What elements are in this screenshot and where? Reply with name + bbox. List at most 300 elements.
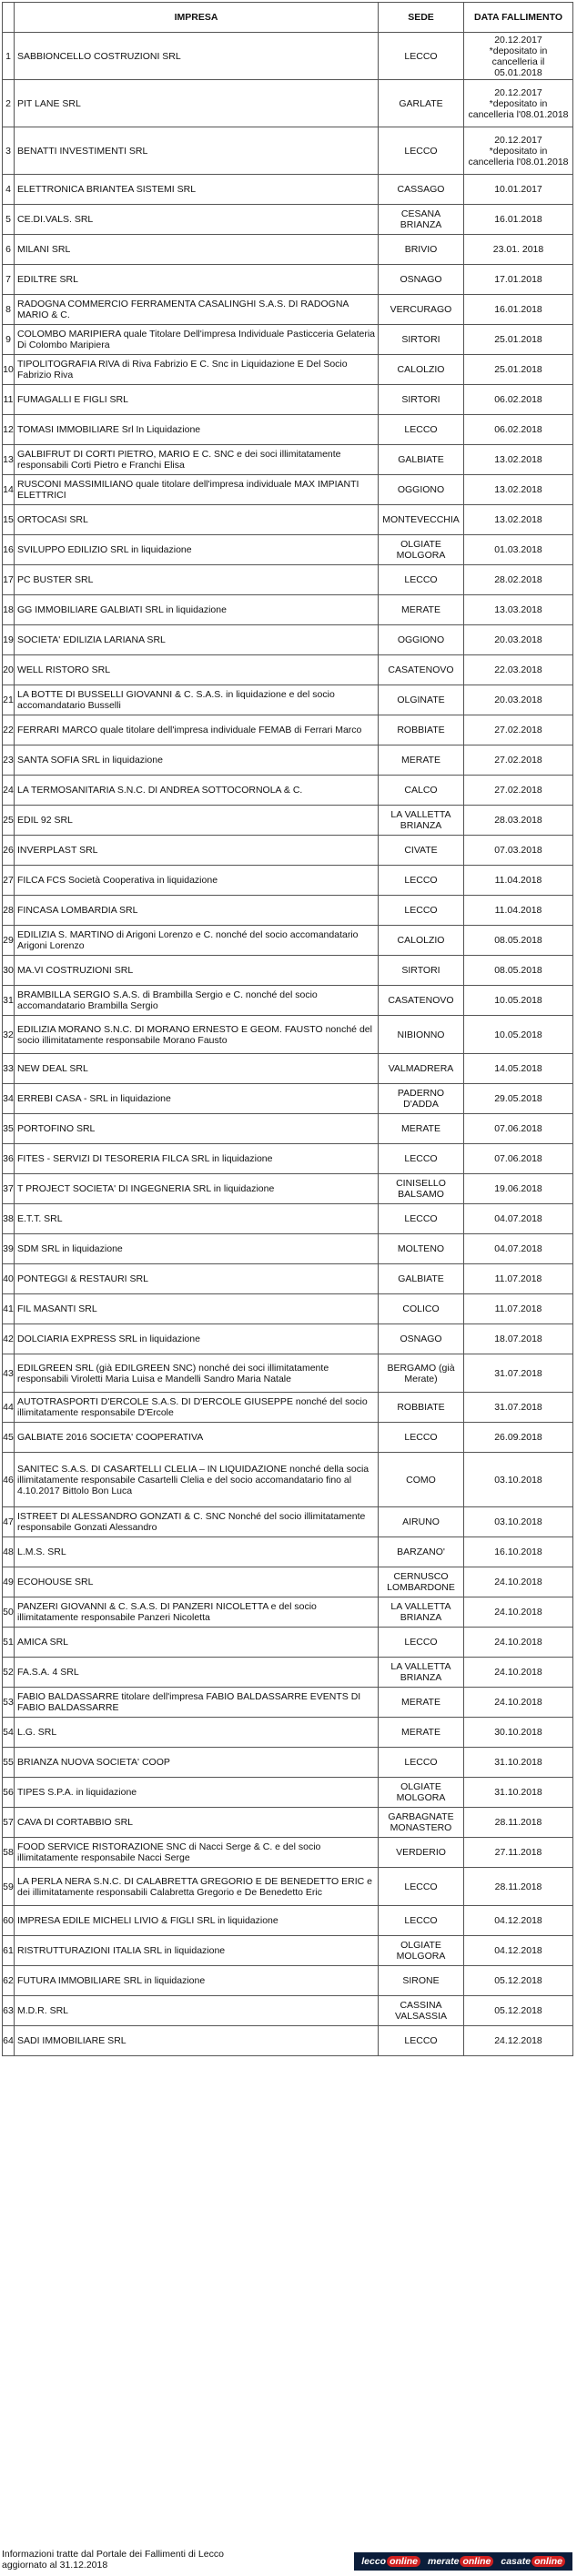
header-sede: SEDE	[379, 3, 464, 33]
data-fallimento-cell: 24.10.2018	[464, 1597, 573, 1628]
row-number: 10	[3, 355, 15, 385]
sede-cell: SIRTORI	[379, 385, 464, 415]
data-fallimento-cell: 31.07.2018	[464, 1354, 573, 1393]
row-number: 31	[3, 986, 15, 1016]
impresa-cell: AUTOTRASPORTI D'ERCOLE S.A.S. DI D'ERCOLE GIUSEPPE nonché del socio illimitatamente responsabile D'Ercole	[15, 1393, 379, 1423]
table-row	[3, 535, 573, 565]
row-number: 45	[3, 1423, 15, 1453]
sede-cell: OLGIATE MOLGORA	[379, 1936, 464, 1966]
sede-cell: OSNAGO	[379, 1324, 464, 1354]
row-number: 46	[3, 1453, 15, 1507]
impresa-cell: MA.VI COSTRUZIONI SRL	[15, 956, 379, 986]
table-row	[3, 776, 573, 806]
data-fallimento-cell: 23.01. 2018	[464, 235, 573, 265]
table-row	[3, 325, 573, 355]
row-number: 30	[3, 956, 15, 986]
impresa-cell: EDILIZIA S. MARTINO di Arigoni Lorenzo e C. nonché del socio accomandatario Arigoni Lorenzo	[15, 926, 379, 956]
sede-cell: MERATE	[379, 745, 464, 776]
row-number: 54	[3, 1718, 15, 1748]
row-number: 57	[3, 1808, 15, 1838]
data-fallimento-cell: 01.03.2018	[464, 535, 573, 565]
merate-online-logo	[428, 2556, 493, 2567]
impresa-cell: ISTREET DI ALESSANDRO GONZATI & C. SNC Nonché del socio illimitatamente responsabile Gonzati Alessandro	[15, 1507, 379, 1537]
impresa-cell: FILCA FCS Società Cooperativa in liquidazione	[15, 866, 379, 896]
impresa-cell: FA.S.A. 4 SRL	[15, 1658, 379, 1688]
impresa-cell: SVILUPPO EDILIZIO SRL in liquidazione	[15, 535, 379, 565]
impresa-cell: MILANI SRL	[15, 235, 379, 265]
sede-cell: NIBIONNO	[379, 1016, 464, 1054]
table-row	[3, 1016, 573, 1054]
data-fallimento-cell: 16.01.2018	[464, 295, 573, 325]
table-row	[3, 1966, 573, 1996]
impresa-cell: RISTRUTTURAZIONI ITALIA SRL in liquidazione	[15, 1936, 379, 1966]
table-row	[3, 1174, 573, 1204]
table-row	[3, 956, 573, 986]
row-number: 38	[3, 1204, 15, 1234]
impresa-cell: FINCASA LOMBARDIA SRL	[15, 896, 379, 926]
row-number: 17	[3, 565, 15, 595]
impresa-cell: COLOMBO MARIPIERA quale Titolare Dell'impresa Individuale Pasticceria Gelateria Di Colombo Maripiera	[15, 325, 379, 355]
data-fallimento-cell: 20.03.2018	[464, 625, 573, 655]
data-fallimento-cell: 20.03.2018	[464, 685, 573, 715]
impresa-cell: FUTURA IMMOBILIARE SRL in liquidazione	[15, 1966, 379, 1996]
impresa-cell: AMICA SRL	[15, 1628, 379, 1658]
data-fallimento-cell: 04.07.2018	[464, 1204, 573, 1234]
impresa-cell: DOLCIARIA EXPRESS SRL in liquidazione	[15, 1324, 379, 1354]
sede-cell: BRIVIO	[379, 235, 464, 265]
row-number: 39	[3, 1234, 15, 1264]
impresa-cell: PIT LANE SRL	[15, 80, 379, 127]
sede-cell: LECCO	[379, 1423, 464, 1453]
sede-cell: LECCO	[379, 33, 464, 80]
sede-cell: LECCO	[379, 127, 464, 175]
sede-cell: CERNUSCO LOMBARDONE	[379, 1567, 464, 1597]
impresa-cell: INVERPLAST SRL	[15, 836, 379, 866]
sede-cell: CASATENOVO	[379, 655, 464, 685]
partner-logos	[354, 2552, 572, 2571]
table-row	[3, 1597, 573, 1628]
table-row	[3, 1264, 573, 1294]
impresa-cell: ECOHOUSE SRL	[15, 1567, 379, 1597]
impresa-cell: ELETTRONICA BRIANTEA SISTEMI SRL	[15, 175, 379, 205]
impresa-cell: TOMASI IMMOBILIARE Srl In Liquidazione	[15, 415, 379, 445]
row-number: 36	[3, 1144, 15, 1174]
data-fallimento-cell: 13.02.2018	[464, 445, 573, 475]
row-number: 5	[3, 205, 15, 235]
table-row	[3, 1718, 573, 1748]
row-number: 18	[3, 595, 15, 625]
table-row	[3, 1453, 573, 1507]
sede-cell: OSNAGO	[379, 265, 464, 295]
sede-cell: CASATENOVO	[379, 986, 464, 1016]
sede-cell: SIRONE	[379, 1966, 464, 1996]
row-number: 40	[3, 1264, 15, 1294]
lecco-online-logo	[361, 2556, 420, 2567]
data-fallimento-cell: 14.05.2018	[464, 1054, 573, 1084]
impresa-cell: IMPRESA EDILE MICHELI LIVIO & FIGLI SRL in liquidazione	[15, 1906, 379, 1936]
row-number: 3	[3, 127, 15, 175]
row-number: 56	[3, 1778, 15, 1808]
table-row	[3, 625, 573, 655]
impresa-cell: FIL MASANTI SRL	[15, 1294, 379, 1324]
data-fallimento-cell: 27.02.2018	[464, 715, 573, 745]
table-row	[3, 1204, 573, 1234]
data-fallimento-cell: 08.05.2018	[464, 926, 573, 956]
row-number: 35	[3, 1114, 15, 1144]
table-row	[3, 2026, 573, 2056]
impresa-cell: FUMAGALLI E FIGLI SRL	[15, 385, 379, 415]
impresa-cell: TIPOLITOGRAFIA RIVA di Riva Fabrizio E C. Snc in Liquidazione E Del Socio Fabrizio Riva	[15, 355, 379, 385]
data-fallimento-cell: 05.12.2018	[464, 1966, 573, 1996]
row-number: 41	[3, 1294, 15, 1324]
sede-cell: MOLTENO	[379, 1234, 464, 1264]
impresa-cell: FITES - SERVIZI DI TESORERIA FILCA SRL in liquidazione	[15, 1144, 379, 1174]
sede-cell: LECCO	[379, 1204, 464, 1234]
row-number: 20	[3, 655, 15, 685]
impresa-cell: SABBIONCELLO COSTRUZIONI SRL	[15, 33, 379, 80]
table-body	[3, 33, 573, 2056]
row-number: 43	[3, 1354, 15, 1393]
sede-cell: VERCURAGO	[379, 295, 464, 325]
impresa-cell: PANZERI GIOVANNI & C. S.A.S. DI PANZERI NICOLETTA e del socio illimitatamente responsabile Panzeri Nicoletta	[15, 1597, 379, 1628]
table-row	[3, 445, 573, 475]
sede-cell: LECCO	[379, 2026, 464, 2056]
table-row	[3, 505, 573, 535]
data-fallimento-cell: 24.10.2018	[464, 1688, 573, 1718]
sede-cell: LECCO	[379, 1628, 464, 1658]
row-number: 58	[3, 1838, 15, 1868]
table-row	[3, 1393, 573, 1423]
data-fallimento-cell: 11.04.2018	[464, 866, 573, 896]
sede-cell: LECCO	[379, 565, 464, 595]
impresa-cell: E.T.T. SRL	[15, 1204, 379, 1234]
impresa-cell: FABIO BALDASSARRE titolare dell'impresa FABIO BALDASSARRE EVENTS DI FABIO BALDASSARRE	[15, 1688, 379, 1718]
row-number: 61	[3, 1936, 15, 1966]
data-fallimento-cell: 04.12.2018	[464, 1936, 573, 1966]
data-fallimento-cell: 03.10.2018	[464, 1507, 573, 1537]
sede-cell: OLGIATE MOLGORA	[379, 535, 464, 565]
impresa-cell: WELL RISTORO SRL	[15, 655, 379, 685]
table-row	[3, 1294, 573, 1324]
impresa-cell: EDILGREEN SRL (già EDILGREEN SNC) nonché dei soci illimitatamente responsabili Viroletti Maria Luisa e Mandelli Sandro Maria Natale	[15, 1354, 379, 1393]
row-number: 48	[3, 1537, 15, 1567]
sede-cell: GALBIATE	[379, 1264, 464, 1294]
sede-cell: GARBAGNATE MONASTERO	[379, 1808, 464, 1838]
sede-cell: AIRUNO	[379, 1507, 464, 1537]
table-row	[3, 715, 573, 745]
data-fallimento-cell: 16.10.2018	[464, 1537, 573, 1567]
sede-cell: CIVATE	[379, 836, 464, 866]
impresa-cell: SOCIETA' EDILIZIA LARIANA SRL	[15, 625, 379, 655]
row-number: 49	[3, 1567, 15, 1597]
sede-cell: CASSAGO	[379, 175, 464, 205]
header-impresa: IMPRESA	[15, 3, 379, 33]
impresa-cell: LA BOTTE DI BUSSELLI GIOVANNI & C. S.A.S. in liquidazione e del socio accomandatario Busselli	[15, 685, 379, 715]
impresa-cell: PC BUSTER SRL	[15, 565, 379, 595]
sede-cell: COMO	[379, 1453, 464, 1507]
bankruptcy-table	[2, 2, 573, 2056]
sede-cell: PADERNO D'ADDA	[379, 1084, 464, 1114]
row-number: 51	[3, 1628, 15, 1658]
table-row	[3, 1658, 573, 1688]
table-row	[3, 836, 573, 866]
sede-cell: LECCO	[379, 1748, 464, 1778]
sede-cell: LA VALLETTA BRIANZA	[379, 1658, 464, 1688]
data-fallimento-cell: 20.12.2017 *depositato in cancelleria il 05.01.2018	[464, 33, 573, 80]
data-fallimento-cell: 28.11.2018	[464, 1808, 573, 1838]
logo-name: lecco	[361, 2556, 387, 2567]
data-fallimento-cell: 07.06.2018	[464, 1114, 573, 1144]
sede-cell: SIRTORI	[379, 325, 464, 355]
data-fallimento-cell: 04.12.2018	[464, 1906, 573, 1936]
data-fallimento-cell: 04.07.2018	[464, 1234, 573, 1264]
table-row	[3, 1748, 573, 1778]
footer	[2, 2546, 572, 2575]
impresa-cell: ORTOCASI SRL	[15, 505, 379, 535]
sede-cell: LECCO	[379, 1144, 464, 1174]
header-number	[3, 3, 15, 33]
row-number: 14	[3, 475, 15, 505]
table-row	[3, 355, 573, 385]
impresa-cell: ERREBI CASA - SRL in liquidazione	[15, 1084, 379, 1114]
table-row	[3, 685, 573, 715]
sede-cell: GALBIATE	[379, 445, 464, 475]
sede-cell: MERATE	[379, 595, 464, 625]
row-number: 15	[3, 505, 15, 535]
impresa-cell: L.M.S. SRL	[15, 1537, 379, 1567]
source-note	[2, 2549, 224, 2571]
impresa-cell: NEW DEAL SRL	[15, 1054, 379, 1084]
table-row	[3, 175, 573, 205]
data-fallimento-cell: 05.12.2018	[464, 1996, 573, 2026]
row-number: 42	[3, 1324, 15, 1354]
data-fallimento-cell: 19.06.2018	[464, 1174, 573, 1204]
logo-suffix: online	[531, 2556, 565, 2567]
sede-cell: CALOLZIO	[379, 355, 464, 385]
source-note-line-2: aggiornato al 31.12.2018	[2, 2560, 108, 2571]
table-row	[3, 896, 573, 926]
table-row	[3, 127, 573, 175]
sede-cell: CESANA BRIANZA	[379, 205, 464, 235]
data-fallimento-cell: 10.01.2017	[464, 175, 573, 205]
impresa-cell: PORTOFINO SRL	[15, 1114, 379, 1144]
impresa-cell: CE.DI.VALS. SRL	[15, 205, 379, 235]
row-number: 34	[3, 1084, 15, 1114]
row-number: 59	[3, 1868, 15, 1906]
data-fallimento-cell: 16.01.2018	[464, 205, 573, 235]
table-row	[3, 1354, 573, 1393]
logo-name: casate	[501, 2556, 531, 2567]
row-number: 62	[3, 1966, 15, 1996]
sede-cell: MERATE	[379, 1688, 464, 1718]
impresa-cell: EDIL 92 SRL	[15, 806, 379, 836]
impresa-cell: LA PERLA NERA S.N.C. DI CALABRETTA GREGORIO E DE BENEDETTO ERIC e dei illimitatamente responsabili Calabretta Gregorio e De Benedetto Eric	[15, 1868, 379, 1906]
impresa-cell: LA TERMOSANITARIA S.N.C. DI ANDREA SOTTOCORNOLA & C.	[15, 776, 379, 806]
data-fallimento-cell: 11.07.2018	[464, 1294, 573, 1324]
sede-cell: LA VALLETTA BRIANZA	[379, 1597, 464, 1628]
row-number: 63	[3, 1996, 15, 2026]
row-number: 60	[3, 1906, 15, 1936]
impresa-cell: FOOD SERVICE RISTORAZIONE SNC di Nacci Serge & C. e del socio illimitatamente responsabile Nacci Serge	[15, 1838, 379, 1868]
table-row	[3, 235, 573, 265]
data-fallimento-cell: 31.10.2018	[464, 1778, 573, 1808]
impresa-cell: L.G. SRL	[15, 1718, 379, 1748]
table-row	[3, 1838, 573, 1868]
row-number: 11	[3, 385, 15, 415]
data-fallimento-cell: 13.03.2018	[464, 595, 573, 625]
row-number: 27	[3, 866, 15, 896]
sede-cell: BERGAMO (già Merate)	[379, 1354, 464, 1393]
row-number: 16	[3, 535, 15, 565]
sede-cell: COLICO	[379, 1294, 464, 1324]
header-data-fallimento: DATA FALLIMENTO	[464, 3, 573, 33]
data-fallimento-cell: 27.11.2018	[464, 1838, 573, 1868]
data-fallimento-cell: 07.06.2018	[464, 1144, 573, 1174]
table-row	[3, 475, 573, 505]
table-row	[3, 1537, 573, 1567]
data-fallimento-cell: 24.10.2018	[464, 1628, 573, 1658]
data-fallimento-cell: 06.02.2018	[464, 415, 573, 445]
impresa-cell: T PROJECT SOCIETA' DI INGEGNERIA SRL in liquidazione	[15, 1174, 379, 1204]
table-row	[3, 265, 573, 295]
table-row	[3, 1688, 573, 1718]
row-number: 55	[3, 1748, 15, 1778]
row-number: 21	[3, 685, 15, 715]
row-number: 32	[3, 1016, 15, 1054]
table-row	[3, 1507, 573, 1537]
impresa-cell: GG IMMOBILIARE GALBIATI SRL in liquidazione	[15, 595, 379, 625]
table-row	[3, 1778, 573, 1808]
data-fallimento-cell: 27.02.2018	[464, 776, 573, 806]
table-row	[3, 1054, 573, 1084]
row-number: 47	[3, 1507, 15, 1537]
sede-cell: OGGIONO	[379, 625, 464, 655]
sede-cell: LECCO	[379, 1868, 464, 1906]
data-fallimento-cell: 27.02.2018	[464, 745, 573, 776]
table-row	[3, 1084, 573, 1114]
table-row	[3, 1936, 573, 1966]
table-row	[3, 415, 573, 445]
table-row	[3, 295, 573, 325]
data-fallimento-cell: 25.01.2018	[464, 355, 573, 385]
row-number: 6	[3, 235, 15, 265]
table-row	[3, 866, 573, 896]
row-number: 1	[3, 33, 15, 80]
row-number: 9	[3, 325, 15, 355]
impresa-cell: TIPES S.P.A. in liquidazione	[15, 1778, 379, 1808]
impresa-cell: SADI IMMOBILIARE SRL	[15, 2026, 379, 2056]
impresa-cell: M.D.R. SRL	[15, 1996, 379, 2026]
impresa-cell: FERRARI MARCO quale titolare dell'impresa individuale FEMAB di Ferrari Marco	[15, 715, 379, 745]
row-number: 29	[3, 926, 15, 956]
data-fallimento-cell: 13.02.2018	[464, 505, 573, 535]
sede-cell: MERATE	[379, 1718, 464, 1748]
sede-cell: LECCO	[379, 866, 464, 896]
sede-cell: CINISELLO BALSAMO	[379, 1174, 464, 1204]
table-row	[3, 745, 573, 776]
row-number: 33	[3, 1054, 15, 1084]
table-row	[3, 1144, 573, 1174]
impresa-cell: BRIANZA NUOVA SOCIETA' COOP	[15, 1748, 379, 1778]
table-header-row	[3, 3, 573, 33]
table-row	[3, 33, 573, 80]
table-row	[3, 1868, 573, 1906]
impresa-cell: RUSCONI MASSIMILIANO quale titolare dell'impresa individuale MAX IMPIANTI ELETTRICI	[15, 475, 379, 505]
data-fallimento-cell: 17.01.2018	[464, 265, 573, 295]
data-fallimento-cell: 20.12.2017 *depositato in cancelleria l'08.01.2018	[464, 80, 573, 127]
row-number: 53	[3, 1688, 15, 1718]
impresa-cell: EDILTRE SRL	[15, 265, 379, 295]
data-fallimento-cell: 24.10.2018	[464, 1567, 573, 1597]
data-fallimento-cell: 28.11.2018	[464, 1868, 573, 1906]
logo-suffix: online	[460, 2556, 493, 2567]
impresa-cell: GALBIATE 2016 SOCIETA' COOPERATIVA	[15, 1423, 379, 1453]
impresa-cell: RADOGNA COMMERCIO FERRAMENTA CASALINGHI S.A.S. DI RADOGNA MARIO & C.	[15, 295, 379, 325]
data-fallimento-cell: 31.07.2018	[464, 1393, 573, 1423]
row-number: 24	[3, 776, 15, 806]
row-number: 4	[3, 175, 15, 205]
table-row	[3, 806, 573, 836]
sede-cell: LECCO	[379, 1906, 464, 1936]
data-fallimento-cell: 07.03.2018	[464, 836, 573, 866]
sede-cell: ROBBIATE	[379, 715, 464, 745]
impresa-cell: PONTEGGI & RESTAURI SRL	[15, 1264, 379, 1294]
data-fallimento-cell: 13.02.2018	[464, 475, 573, 505]
sede-cell: LA VALLETTA BRIANZA	[379, 806, 464, 836]
data-fallimento-cell: 22.03.2018	[464, 655, 573, 685]
row-number: 2	[3, 80, 15, 127]
data-fallimento-cell: 06.02.2018	[464, 385, 573, 415]
sede-cell: VALMADRERA	[379, 1054, 464, 1084]
impresa-cell: BENATTI INVESTIMENTI SRL	[15, 127, 379, 175]
table-row	[3, 1906, 573, 1936]
table-row	[3, 385, 573, 415]
sede-cell: CALOLZIO	[379, 926, 464, 956]
sede-cell: LECCO	[379, 896, 464, 926]
row-number: 8	[3, 295, 15, 325]
sede-cell: GARLATE	[379, 80, 464, 127]
sede-cell: OGGIONO	[379, 475, 464, 505]
impresa-cell: GALBIFRUT DI CORTI PIETRO, MARIO E C. SNC e dei soci illimitatamente responsabili Corti Pietro e Franchi Elisa	[15, 445, 379, 475]
table-row	[3, 205, 573, 235]
data-fallimento-cell: 30.10.2018	[464, 1718, 573, 1748]
table-row	[3, 1567, 573, 1597]
impresa-cell: SANTA SOFIA SRL in liquidazione	[15, 745, 379, 776]
row-number: 28	[3, 896, 15, 926]
data-fallimento-cell: 03.10.2018	[464, 1453, 573, 1507]
row-number: 22	[3, 715, 15, 745]
table-row	[3, 1324, 573, 1354]
sede-cell: BARZANO'	[379, 1537, 464, 1567]
data-fallimento-cell: 25.01.2018	[464, 325, 573, 355]
row-number: 44	[3, 1393, 15, 1423]
row-number: 37	[3, 1174, 15, 1204]
row-number: 26	[3, 836, 15, 866]
data-fallimento-cell: 20.12.2017 *depositato in cancelleria l'08.01.2018	[464, 127, 573, 175]
data-fallimento-cell: 11.04.2018	[464, 896, 573, 926]
impresa-cell: SDM SRL in liquidazione	[15, 1234, 379, 1264]
row-number: 64	[3, 2026, 15, 2056]
sede-cell: OLGIATE MOLGORA	[379, 1778, 464, 1808]
impresa-cell: SANITEC S.A.S. DI CASARTELLI CLELIA – IN LIQUIDAZIONE nonché della socia illimitatamente responsabile Casartelli Clelia e del socio accomandatario fino al 4.10.2017 Bittolo Bon Luca	[15, 1453, 379, 1507]
table-row	[3, 986, 573, 1016]
sede-cell: OLGINATE	[379, 685, 464, 715]
table-row	[3, 595, 573, 625]
data-fallimento-cell: 11.07.2018	[464, 1264, 573, 1294]
row-number: 50	[3, 1597, 15, 1628]
data-fallimento-cell: 28.02.2018	[464, 565, 573, 595]
table-row	[3, 655, 573, 685]
